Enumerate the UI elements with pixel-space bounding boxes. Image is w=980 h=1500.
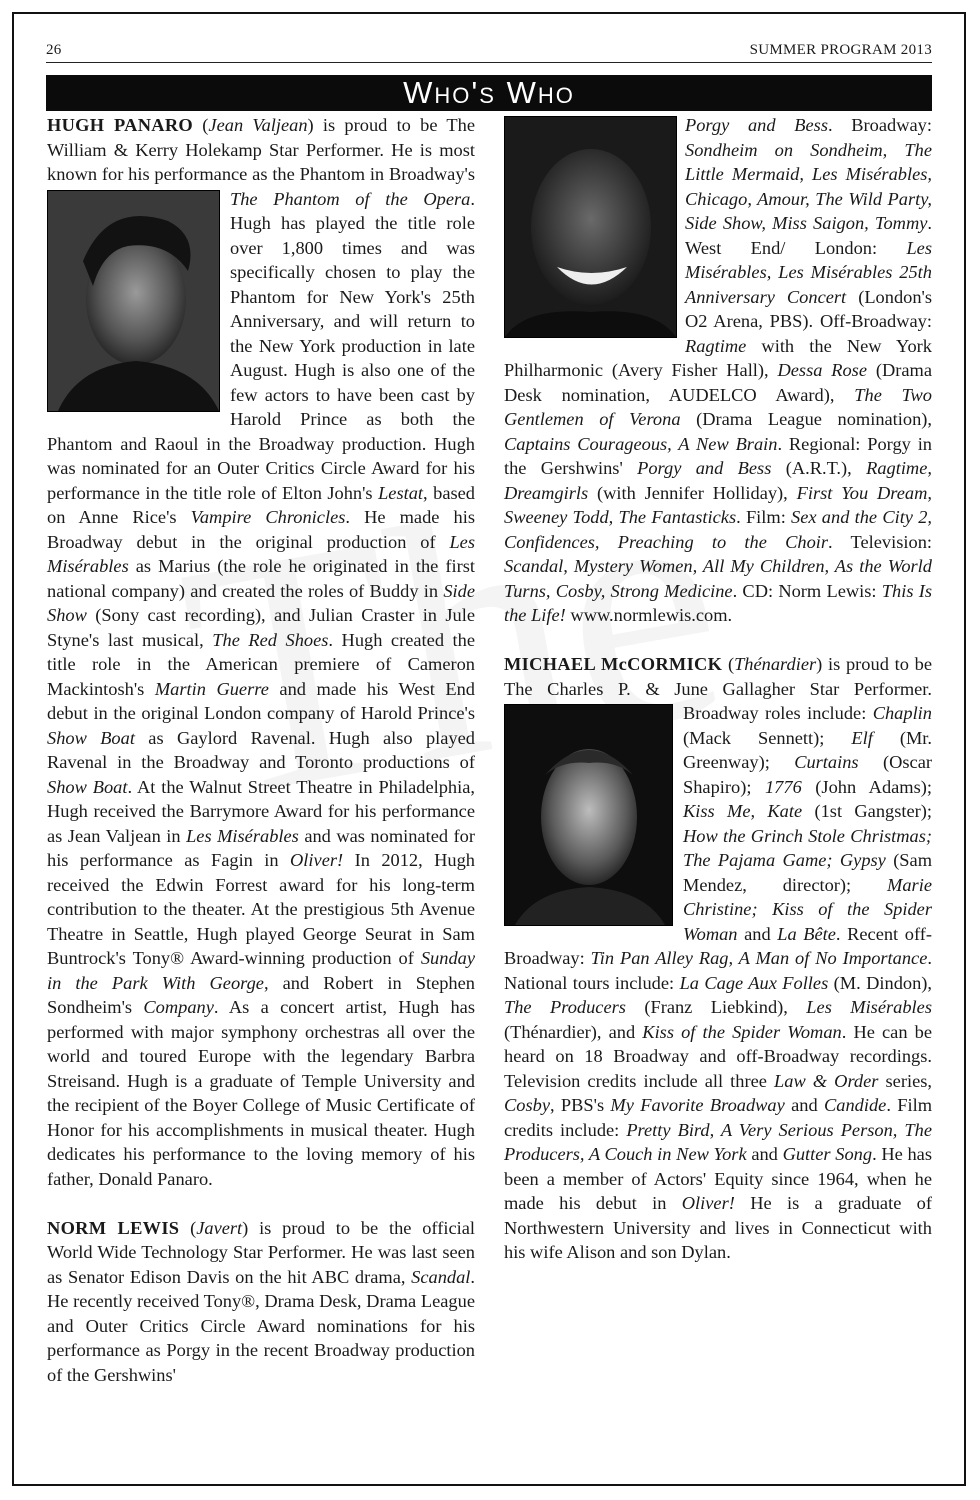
bio-text: . He can be heard on 18 Broadway and off-Broadway recordings. Television credits include all three [504,1021,932,1091]
bio-michael-mccormick: MICHAEL McCORMICK (Thénardier) is proud to be The Charles P. & June Gallagher Star Performer. Broadway roles include: Chaplin (Mack Sennett); Elf (Mr. Greenway); Curtains (Oscar Shapiro); 1776 (John Adams); Kiss Me, Kate (1st Gangster); How the Grinch Stole Christmas; The Pajama Game; Gypsy (Sam Mendez, director); Marie Christine; Kiss of the Spider Woman and La Bête. Recent off-Broadway: Tin Pan Alley Rag, A Man of No Importance. National tours include: La Cage Aux Folles (M. Dindon), The Producers (Franz Liebkind), Les Misérables (Thénardier), and Kiss of the Spider Woman. He can be heard on 18 Broadway and off-Broadway recordings. Television credits include all three Law & Order series, Cosby, PBS's My Favorite Broadway and Candide. Film credits include: Pretty Bird, A Very Serious Person, The Producers, A Couch in New York and Gutter Song. He has been a member of Actors' Equity since 1964, when he made his debut in Oliver! He is a graduate of Northwestern University and lives in Connecticut with his wife Alison and son Dylan. [504,654,933,1262]
bio-title: Scandal [411,1266,471,1287]
headshot-norm-lewis [504,116,677,338]
bio-title: Law & Order [774,1070,879,1091]
header-rule [46,62,932,63]
bio-website: www.normlewis.com. [565,605,733,625]
bio-name: MICHAEL McCORMICK [504,654,723,674]
headshot-hugh-panaro [47,190,220,412]
bio-text: is proud to be the official World Wide Technology Star Performer. He was last seen as Senator Edison Davis on the hit ABC drama, [47,1217,475,1287]
bio-title: Oliver! [290,850,344,870]
bio-text: (Mack Sennett); [683,727,852,748]
bio-text: and made his West End debut in the original London company of Harold Prince's [47,678,476,723]
left-column [47,113,475,1387]
bio-title: Tin Pan Alley Rag, A Man of No Importance [590,948,928,968]
bio-text: . West End/ London: [685,213,932,258]
bio-title: Kiss of the Spider Woman [642,1021,842,1042]
bio-text: . Recent off-Broadway: [504,923,932,968]
bio-title: First You Dream, Sweeney Todd, The Fantasticks [504,482,932,527]
bio-name: NORM LEWIS [47,1217,180,1238]
bio-text: is proud to be The William & Kerry Holekamp Star Performer. He is most known for his performance as the Phantom in Broadway's [47,115,475,184]
bio-text: He is a graduate of Northwestern University and lives in Connecticut with his wife Alison and son Dylan. [504,1193,933,1262]
bio-norm-lewis-part1: NORM LEWIS (Javert) is proud to be the official World Wide Technology Star Performer. He was last seen as Senator Edison Davis on the hit ABC drama, Scandal. He recently received Tony®, Drama Desk, Drama League and Outer Critics Circle Award nominations for his performance as Porgy in the recent Broadway production of the Gershwins' [47,1217,475,1385]
bio-hugh-panaro: HUGH PANARO (Jean Valjean) is proud to be The William & Kerry Holekamp Star Performer. He is most known for his performance as the Phantom in Broadway's The Phantom of the Opera. Hugh has played the title role over 1,800 times and was specifically chosen to play the Phantom for New York's 25th Anniversary, and will return to the New York production in late August. Hugh is also one of the few actors to have been cast by Harold Prince as both the Phantom and Raoul in the Broadway production. Hugh was nominated for an Outer Critics Circle Award for his performance in the title role of Elton John's Lestat, based on Anne Rice's Vampire Chronicles. He made his Broadway debut in the original production of Les Misérables as Marius (the role he originated in the first national company) and created the roles of Buddy in Side Show (Sony cast recording), and Julian Craster in Jule Styne's last musical, The Red Shoes. Hugh created the title role in the American premiere of Cameron Mackintosh's Martin Guerre and made his West End debut in the original London company of Harold Prince's Show Boat as Gaylord Ravenal. Hugh also played Ravenal in the Broadway and Toronto productions of Show Boat. At the Walnut Street Theatre in Philadelphia, Hugh received the Barrymore Award for his performance as Jean Valjean in Les Misérables and was nominated for his performance as Fagin in Oliver! In 2012, Hugh received the Edwin Forrest award for his long-term contribution to the theater. At the prestigious 5th Avenue Theatre in Seattle, Hugh played George Seurat in Sam Buntrock's Tony® Award-winning production of Sunday in the Park With George, and Robert in Stephen Sondheim's Company. As a concert artist, Hugh has performed with major symphony orchestras all over the world and toured Europe with the legendary Barbra Streisand. Hugh is a graduate of Temple University and the recipient of the Boyer College of Music Certificate of Honor for his accomplishments in musical theater. Hugh dedicates his performance to the loving memory of his father, Donald Panaro. [47,115,476,1189]
bio-title: Show Boat [47,727,135,748]
bio-title: Show Boat [47,776,128,797]
bio-title: The Phantom of the Opera [230,188,471,209]
bio-title: Oliver! [681,1193,735,1213]
bio-title: How the Grinch Stole Christmas; The Pajama Game; Gypsy [683,825,932,870]
bio-title: Company [143,997,214,1017]
bio-title: Chaplin [872,703,932,723]
bio-text: and was nominated for his performance as Fagin in [47,825,475,870]
bio-text: In 2012, Hugh received the Edwin Forrest award for his long-term contribution to the theater. At the prestigious 5th Avenue Theatre in Seattle, Hugh played George Seurat in Sam Buntrock's Tony® Award-winning production of [47,850,475,968]
bio-text: . Hugh created the title role in the American premiere of Cameron Mackintosh's [47,629,476,699]
bio-title: Les Misérables [47,531,475,576]
bio-text: and [746,1144,783,1164]
bio-text: with the New York Philharmonic (Avery Fisher Hall), [504,335,932,380]
bio-title: Cosby [504,1095,550,1115]
bio-title: Les Misérables, Les Misérables 25th Anniversary Concert [685,237,932,307]
bio-title: Captains Courageous, A New Brain [504,433,778,454]
bio-title: Ragtime [685,335,747,356]
bio-title: La Cage Aux Folles [679,972,829,993]
bio-text: (Drama Desk nomination, AUDELCO Award), [504,360,932,405]
bio-text: as Marius (the role he originated in the first national company) and created the roles of Buddy in [47,556,475,601]
bio-text: (Sam Mendez, director); [683,850,933,895]
bio-title: Ragtime, Dreamgirls [504,458,932,503]
bio-title: Les Misérables [806,997,932,1017]
bio-role: Javert [196,1217,243,1238]
right-column [504,113,932,1265]
bio-text: . He has been a member of Actors' Equity since 1964, when he made his debut in [504,1144,932,1213]
bio-title: Vampire Chronicles [190,507,346,527]
bio-title: The Two Gentlemen of Verona [504,384,932,429]
bio-title: Martin Guerre [154,678,269,699]
bio-title: Porgy and Bess [685,115,828,135]
bio-text: . Film credits include: [504,1095,932,1140]
bio-text: and [784,1095,824,1115]
bio-title: Scandal, Mystery Women, All My Children, As the World Turns, Cosby, Strong Medicine [504,556,932,601]
bio-text: , PBS's [549,1095,611,1115]
page-number: 26 [46,42,62,58]
bio-title: Sex and the City 2, Confidences, Preaching to the Choir [504,507,933,552]
bio-title: The Producers [504,997,626,1017]
bio-text: (Franz Liebkind), [625,997,807,1017]
bio-text: , and Robert in Stephen Sondheim's [47,972,475,1017]
bio-title: Curtains [794,752,859,772]
bio-text: . National tours include: [504,948,932,993]
bio-text: . Regional: Porgy in the Gershwins' [504,433,933,478]
bio-title: Sondheim on Sondheim, The Little Mermaid, Les Misérables, Chicago, Amour, The Wild Party, Side Show, Miss Saigon, Tommy [685,139,932,233]
bio-text: . He made his Broadway debut in the original production of [47,507,475,552]
bio-text: . He recently received Tony®, Drama Desk, Drama League and Outer Critics Circle Award nominations for his performance as Porgy in the recent Broadway production of the Gershwins' [47,1266,475,1385]
bio-text: (Sony cast recording), and Julian Craster in Jule Styne's last musical, [47,605,475,650]
bio-title: 1776 [764,776,802,797]
bio-title: La Bête [777,923,836,944]
bio-text: . Broadway: [827,115,932,135]
bio-title: Elf [851,727,873,748]
bio-text: . Film: [736,507,792,527]
bio-text: . Hugh has played the title role over 1,800 times and was specifically chosen to play the Phantom for New York's 25th Anniversary, and will return to the New York production in late August. Hugh is also one of the few actors to have been cast by Harold Prince as both the Phantom and Raoul in the Broadway production. Hugh was nominated for an Outer Critics Circle Award for his performance in the title role of Elton John's [47,188,475,503]
bio-text: . CD: Norm Lewis: [732,580,882,601]
bio-text: (M. Dindon), [828,972,933,993]
bio-title: Marie Christine; Kiss of the Spider Woman [683,874,932,944]
bio-name: HUGH PANARO [47,115,194,135]
bio-text: (Oscar Shapiro); [683,752,932,797]
bio-text: is proud to be The Charles P. & June Gallagher Star Performer. Broadway roles include: [504,654,932,723]
bio-role: Thénardier [734,654,817,674]
bio-text: (Mr. Greenway); [683,727,932,772]
headshot-image [505,705,672,925]
section-title: Who's Who [403,75,575,110]
headshot-michael-mccormick [504,704,673,926]
bio-text: and [737,923,778,944]
bio-text: as Gaylord Ravenal. Hugh also played Ravenal in the Broadway and Toronto productions of [47,727,475,772]
bio-text: (John Adams); [801,776,933,797]
bio-title: This Is the Life! [504,580,932,625]
running-header [46,42,932,62]
bio-text: series, [878,1070,932,1091]
bio-title: Pretty Bird, A Very Serious Person, The Producers, A Couch in New York [504,1119,932,1164]
bio-title: Dessa Rose [777,360,867,380]
bio-title: Side Show [47,580,475,625]
headshot-image [505,117,676,337]
bio-title: Candide [824,1095,887,1115]
bio-text: (with Jennifer Holliday), [588,482,797,503]
bio-title: The Red Shoes [212,629,329,650]
bio-text: (London's O2 Arena, PBS). Off-Broadway: [685,286,933,331]
bio-title: Kiss Me, Kate [683,801,803,821]
bio-text: (Drama League nomination), [680,409,933,429]
bio-text: , based on Anne Rice's [47,482,475,527]
bio-title: Les Misérables [186,825,299,846]
section-banner [46,75,932,111]
bio-text: . As a concert artist, Hugh has performed with major symphony orchestras all over the world and toured Europe with the legendary Barbra Streisand. Hugh is a graduate of Temple University and the recipient of the Boyer College of Music Certificate of Honor for his accomplishments in musical theater. Hugh dedicates his performance to the loving memory of his father, Donald Panaro. [47,997,475,1189]
bio-norm-lewis-part2 [504,113,932,628]
bio-text: . At the Walnut Street Theatre in Philadelphia, Hugh received the Barrymore Award for his performance as Jean Valjean in [47,776,475,846]
bio-title: Gutter Song [782,1144,873,1164]
bio-role: Jean Valjean [208,115,308,135]
bio-title: Porgy and Bess [637,458,772,478]
bio-text: (A.R.T.), [771,458,867,478]
bio-text: (Thénardier), and [504,1021,643,1042]
program-title: SUMMER PROGRAM 2013 [749,42,932,58]
bio-title: Sunday in the Park With George [47,948,475,993]
bio-text: . Television: [828,531,932,552]
bio-text: (1st Gangster); [802,801,933,821]
bio-title: My Favorite Broadway [610,1095,785,1115]
bio-title: Lestat [378,482,424,503]
headshot-image [48,191,219,411]
